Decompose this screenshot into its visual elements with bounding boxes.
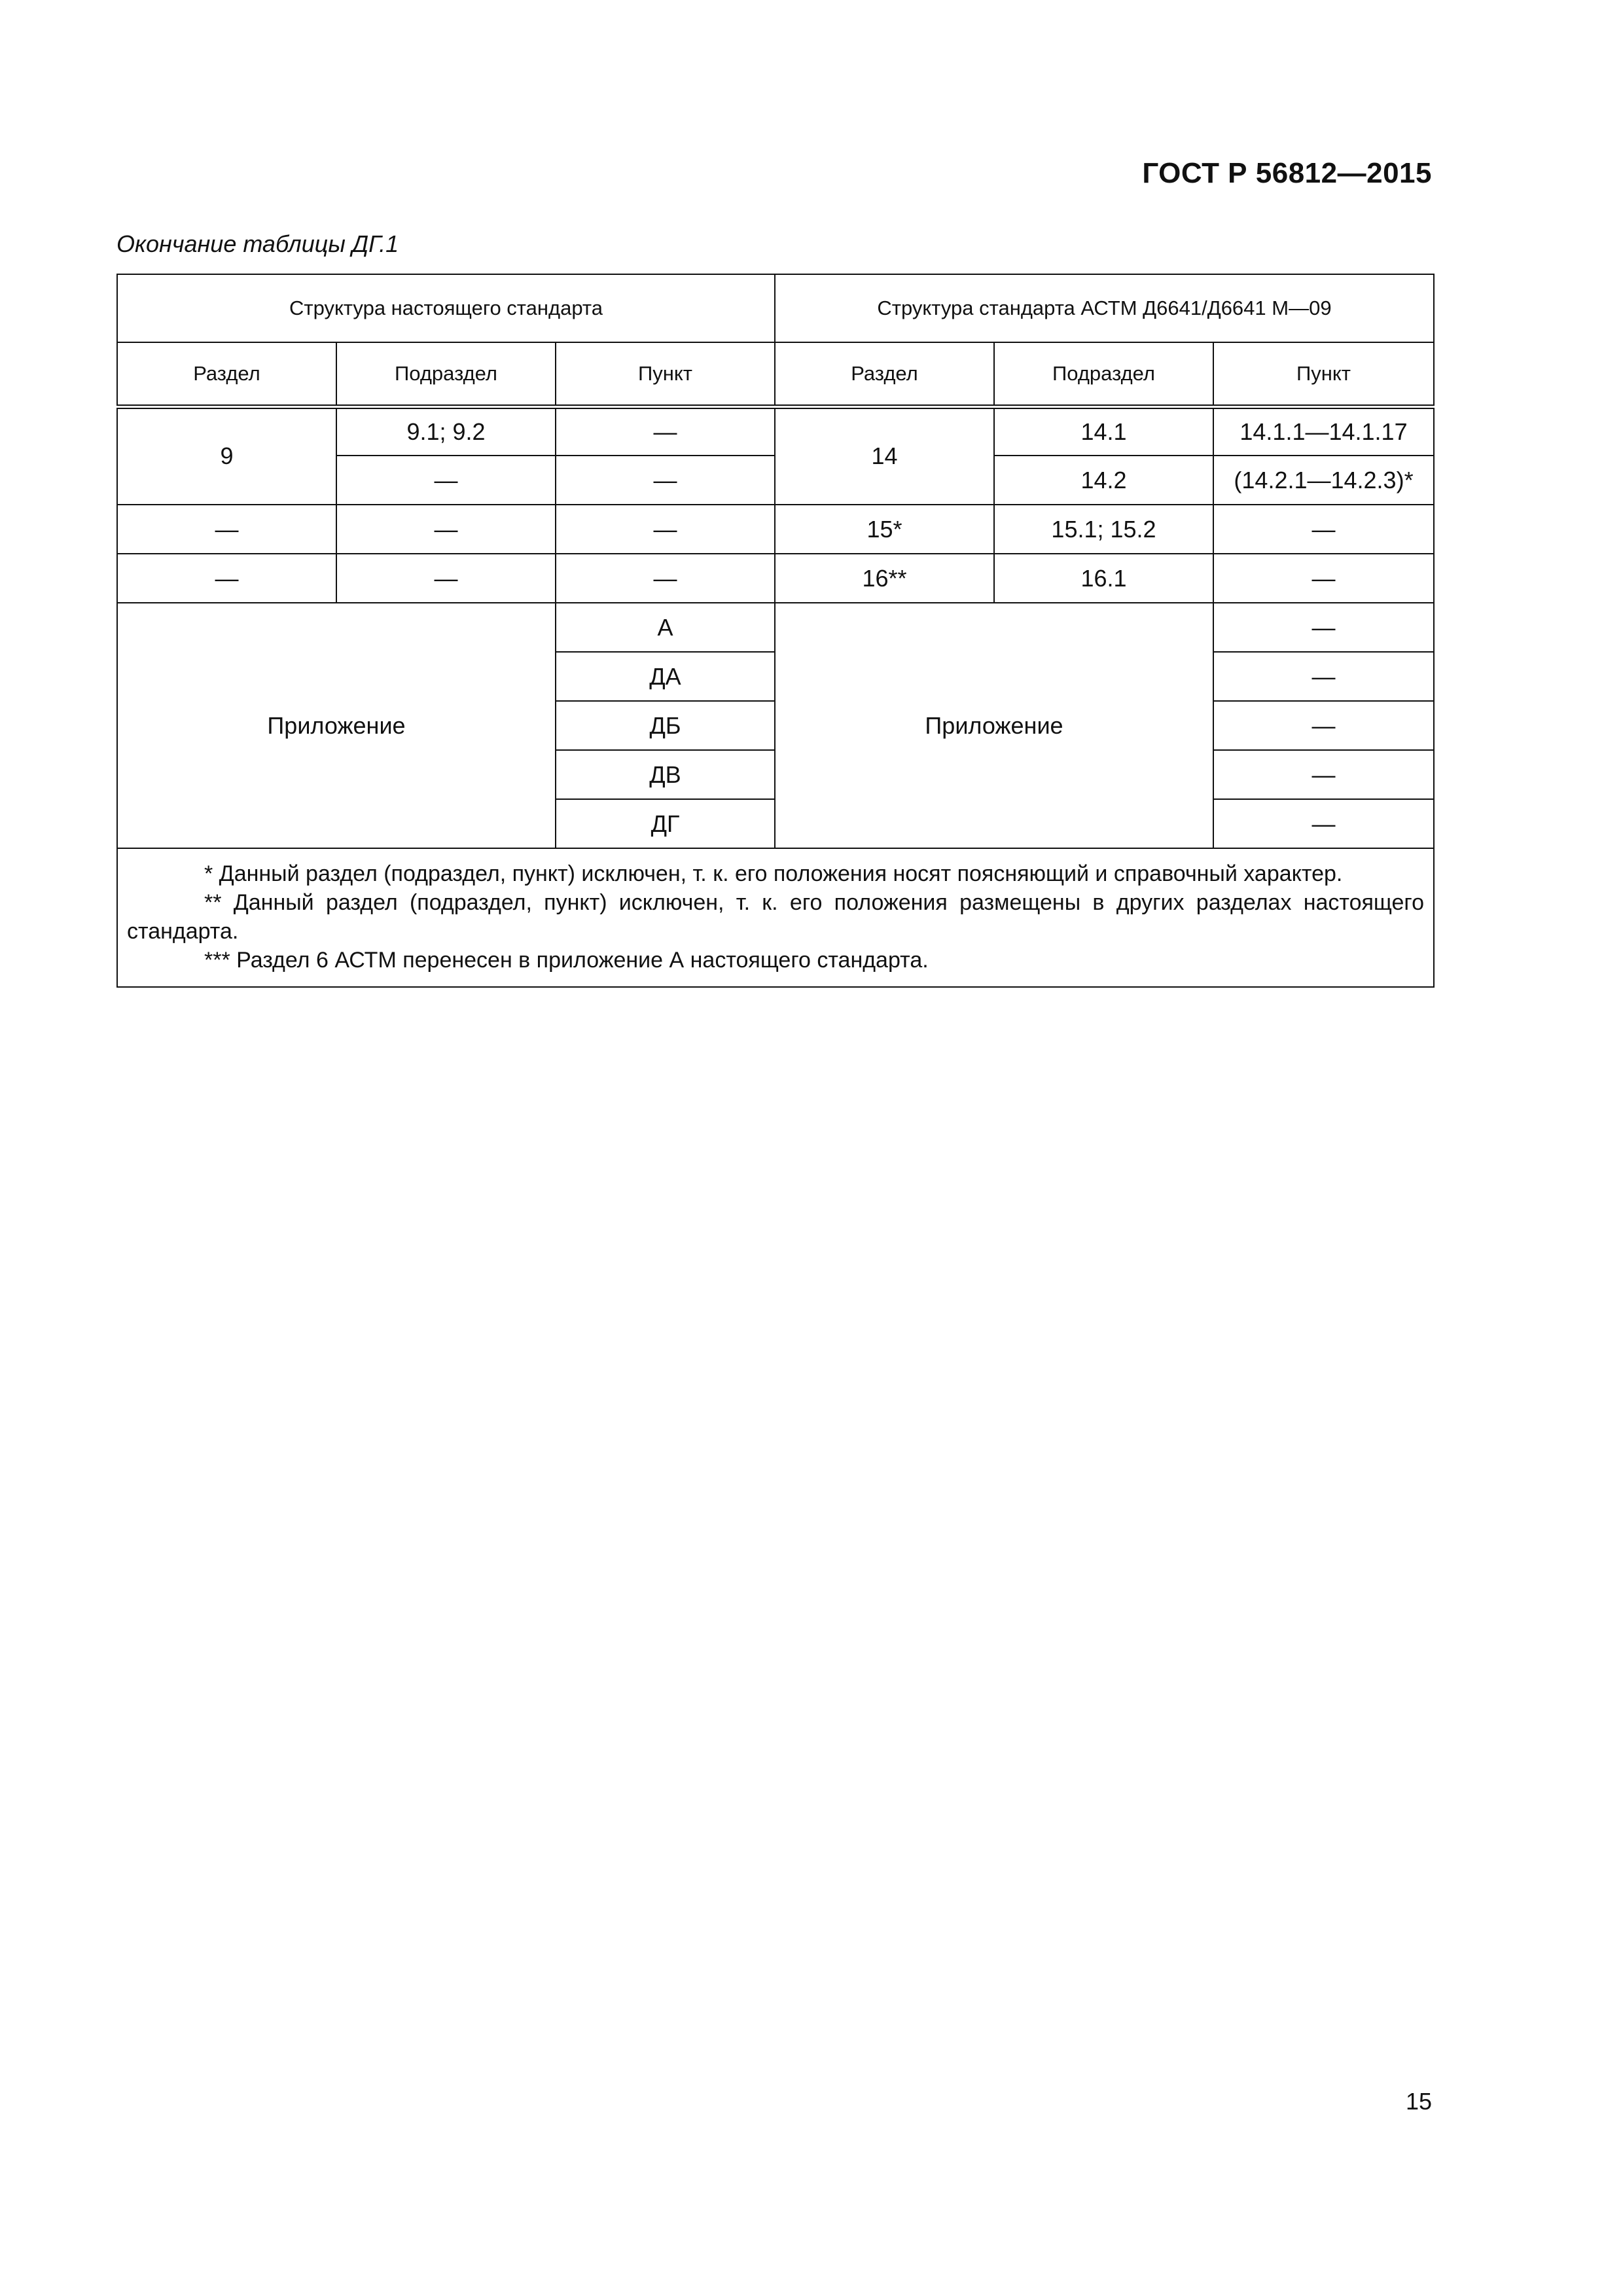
table-cell: 15.1; 15.2 <box>994 505 1213 554</box>
column-header-row <box>117 342 1434 406</box>
footnote: * Данный раздел (подраздел, пункт) исключен, т. к. его положения носят поясняющий и справочный характер. <box>204 861 1343 886</box>
table-cell: — <box>117 505 336 554</box>
footnotes-cell <box>117 848 1434 987</box>
table-cell: (14.2.1—14.2.3)* <box>1213 456 1434 505</box>
table-cell: 14.1.1—14.1.17 <box>1213 406 1434 456</box>
appendix-label-left: Приложение <box>117 603 556 848</box>
table-cell: 9.1; 9.2 <box>336 406 556 456</box>
column-header: Пункт <box>556 342 775 406</box>
table-cell: 14 <box>775 406 994 505</box>
group-header-row <box>117 274 1434 342</box>
table-cell: — <box>1213 701 1434 750</box>
table-cell: — <box>336 554 556 603</box>
table-cell: — <box>336 456 556 505</box>
appendix-row <box>117 603 1434 652</box>
table-cell: 16.1 <box>994 554 1213 603</box>
table-cell: — <box>556 505 775 554</box>
table-cell: ДГ <box>556 799 775 848</box>
table-cell: 16** <box>775 554 994 603</box>
table-cell: ДБ <box>556 701 775 750</box>
footnote: *** Раздел 6 АСТМ перенесен в приложение А настоящего стандарта. <box>204 948 929 973</box>
table-cell: 15* <box>775 505 994 554</box>
group-header-this-standard: Структура настоящего стандарта <box>117 274 775 342</box>
table-cell: — <box>556 554 775 603</box>
column-header: Раздел <box>117 342 336 406</box>
table-cell: — <box>1213 554 1434 603</box>
table-row <box>117 406 1434 456</box>
table-cell: — <box>1213 652 1434 701</box>
table-cell: — <box>336 505 556 554</box>
table-cell: — <box>1213 799 1434 848</box>
table-cell: 14.2 <box>994 456 1213 505</box>
table-cell: — <box>556 456 775 505</box>
structure-comparison-table <box>116 274 1435 988</box>
table-cell: — <box>556 406 775 456</box>
group-header-astm-standard: Структура стандарта АСТМ Д6641/Д6641 М—09 <box>775 274 1434 342</box>
table-cell: — <box>1213 603 1434 652</box>
footnote: ** Данный раздел (подраздел, пункт) исключен, т. к. его положения размещены в других разделах настоящего стандарта. <box>127 890 1424 944</box>
column-header: Подраздел <box>994 342 1213 406</box>
appendix-label-right: Приложение <box>775 603 1213 848</box>
column-header: Пункт <box>1213 342 1434 406</box>
table-cell: 14.1 <box>994 406 1213 456</box>
column-header: Раздел <box>775 342 994 406</box>
table-cell: 9 <box>117 406 336 505</box>
footnotes-row <box>117 848 1434 987</box>
table-row <box>117 554 1434 603</box>
table-cell: ДА <box>556 652 775 701</box>
table-row <box>117 505 1434 554</box>
table-cell: ДВ <box>556 750 775 799</box>
column-header: Подраздел <box>336 342 556 406</box>
table-cell: А <box>556 603 775 652</box>
table-caption: Окончание таблицы ДГ.1 <box>116 230 399 257</box>
table-cell: — <box>1213 505 1434 554</box>
document-code: ГОСТ Р 56812—2015 <box>1142 157 1432 189</box>
table-cell: — <box>117 554 336 603</box>
table-cell: — <box>1213 750 1434 799</box>
page-number: 15 <box>1405 2088 1432 2115</box>
